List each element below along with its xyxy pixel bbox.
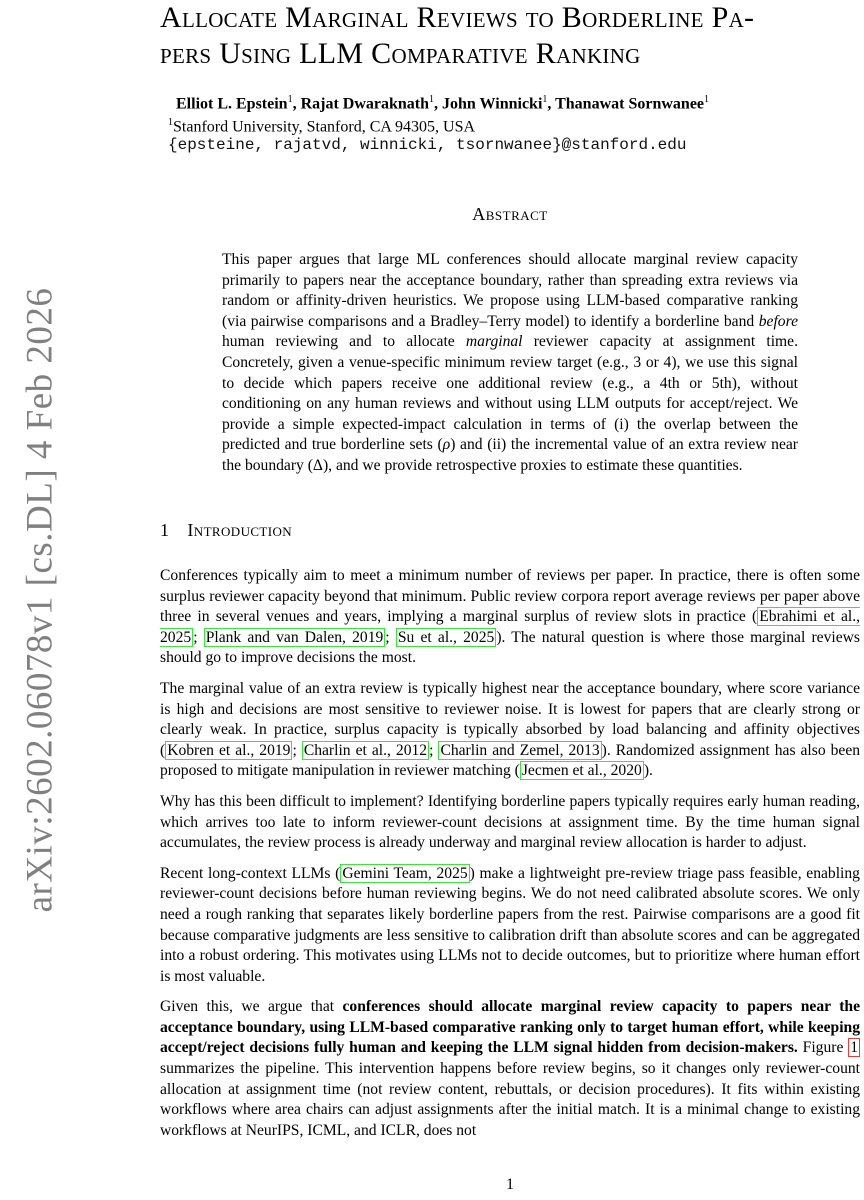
affiliation <box>168 117 475 136</box>
citation-link[interactable]: Kobren et al., 2019 <box>167 741 291 759</box>
author-name: Thanawat Sornwanee <box>555 95 705 113</box>
author-emails: {epsteine, rajatvd, winnicki, tsornwanee}@stanford.edu <box>168 136 687 154</box>
author-name: Elliot L. Epstein <box>176 95 288 113</box>
paper-title-line-1: Allocate Marginal Reviews to Borderline Pa- <box>160 1 755 34</box>
figure-reference-link[interactable]: 1 <box>850 1039 858 1057</box>
paragraph: The marginal value of an extra review is typically highest near the acceptance boundary, where score variance is high and decisions are most sensitive to reviewer noise. It is lowest for papers that are clearly strong or clearly weak. In practice, surplus capacity is typically absorbed by load balancing and affinity objectives ( Kobren et al., 2019 ; Charlin et al., 2012 ; Charlin and Zemel, 2013 ). Randomized assignment has also been proposed to mitigate manipulation in reviewer matching ( Jecmen et al., 2020 ). <box>160 679 861 780</box>
emphasis: before <box>758 312 798 330</box>
author-affil-mark: 1 <box>429 94 435 105</box>
citation-link[interactable]: Jecmen et al., 2020 <box>521 762 642 780</box>
paragraph: Recent long-context LLMs ( Gemini Team, 2025 ) make a lightweight pre-review triage pass feasible, enabling reviewer-count decisions before human reviewing begins. We do not need calibrated absolute scores. We only need a rough ranking that separates likely borderline papers from the rest. Pairwise comparisons are a good fit because comparative judgments are less sensitive to calibration drift than absolute scores and can be aggregated into a robust ordering. This motivates using LLMs not to decide outcomes, but to prioritize where human effort is most valuable. <box>160 864 860 985</box>
emphasis: marginal <box>465 333 523 351</box>
paragraph: Why has this been difficult to implement? Identifying borderline papers typically requires early human reading, which arrives too late to inform reviewer-count decisions at assignment time. By the time human signal accumulates, the review process is already underway and marginal review allocation is harder to adjust. <box>160 792 860 852</box>
citation-link[interactable]: Plank and van Dalen, 2019 <box>205 628 384 646</box>
author-affil-mark: 1 <box>287 94 293 105</box>
citation-link[interactable]: Gemini Team, 2025 <box>342 864 468 882</box>
section-heading-introduction <box>160 520 292 541</box>
abstract-heading: Abstract <box>472 204 548 224</box>
abstract-text: This paper argues that large ML conferences should allocate marginal review capacity primarily to papers near the acceptance boundary, rather than spreading extra reviews via random or affinity-driven heuristics. We propose using LLM-based comparative ranking (via pairwise comparisons and a Bradley–Terry model) to identify a borderline band before human reviewing and to allocate marginal reviewer capacity at assignment time. Concretely, given a venue-specific minimum review target (e.g., 3 or 4), we use this signal to decide which papers receive one additional review (e.g., a 4th or 5th), without conditioning on any human reviews and without using LLM outputs for accept/reject. We provide a simple expected-impact calculation in terms of (i) the overlap between the predicted and true borderline sets (ρ) and (ii) the incremental value of an extra review near the boundary (Δ), and we provide retrospective proxies to estimate these quantities. <box>222 251 798 474</box>
author-list: Elliot L. Epstein$^1$, Rajat Dwaraknath$^1$, John Winnicki$^1$, Thanawat Sornwanee$^1$ <box>176 94 710 113</box>
paragraph: Given this, we argue that conferences should allocate marginal review capacity to papers near the acceptance boundary, using LLM-based comparative ranking only to target human effort, while keeping accept/reject decisions fully human and keeping the LLM signal hidden from decision-makers. Figure 1 summarizes the pipeline. This intervention happens before review begins, so it changes only reviewer-count allocation at assignment time (not review content, rebuttals, or decision procedures). It fits within existing workflows where area chairs can adjust assignments after the initial match. It is a minimal change to existing workflows at NeurIPS, ICML, and ICLR, does not <box>160 998 860 1139</box>
position-statement: conferences should allocate marginal review capacity to papers near the acceptance boundary, using LLM-based comparative ranking only to target human effort, while keeping accept/reject decisions fully human and keeping the LLM signal hidden from decision-makers. <box>160 998 860 1057</box>
section-number: 1 <box>160 520 170 540</box>
rho-symbol: ρ <box>442 436 451 454</box>
page-number: 1 <box>506 1176 514 1193</box>
author-affil-mark: 1 <box>542 94 548 105</box>
section-title: Introduction <box>187 520 293 540</box>
paragraph: Conferences typically aim to meet a minimum number of reviews per paper. In practice, there is often some surplus reviewer capacity beyond that minimum. Public review corpora report average reviews per paper above three in several venues and years, implying a marginal surplus of review slots in practice ( Ebrahimi et al., 2025 ; Plank and van Dalen, 2019 ; Su et al., 2025 ). The natural question is where those marginal reviews should go to improve decisions the most. <box>160 567 860 667</box>
author-name: John Winnicki <box>442 95 543 113</box>
paper-title <box>160 0 860 72</box>
citation-link[interactable]: Charlin and Zemel, 2013 <box>440 741 600 759</box>
introduction-body <box>160 566 860 1151</box>
paper-title-line-2: pers Using LLM Comparative Ranking <box>160 37 641 70</box>
citation-link[interactable]: Su et al., 2025 <box>397 628 495 646</box>
citation-link[interactable]: Ebrahimi et al., 2025 <box>160 608 860 646</box>
arxiv-identifier: arXiv:2602.06078v1 [cs.DL] 4 Feb 2026 <box>19 287 61 913</box>
affiliation-text: Stanford University, Stanford, CA 94305, USA <box>173 118 476 136</box>
author-name: Rajat Dwaraknath <box>300 95 430 113</box>
author-affil-mark: 1 <box>704 94 710 105</box>
affiliation-mark: 1 <box>168 117 173 128</box>
citation-link[interactable]: Charlin et al., 2012 <box>303 741 428 759</box>
